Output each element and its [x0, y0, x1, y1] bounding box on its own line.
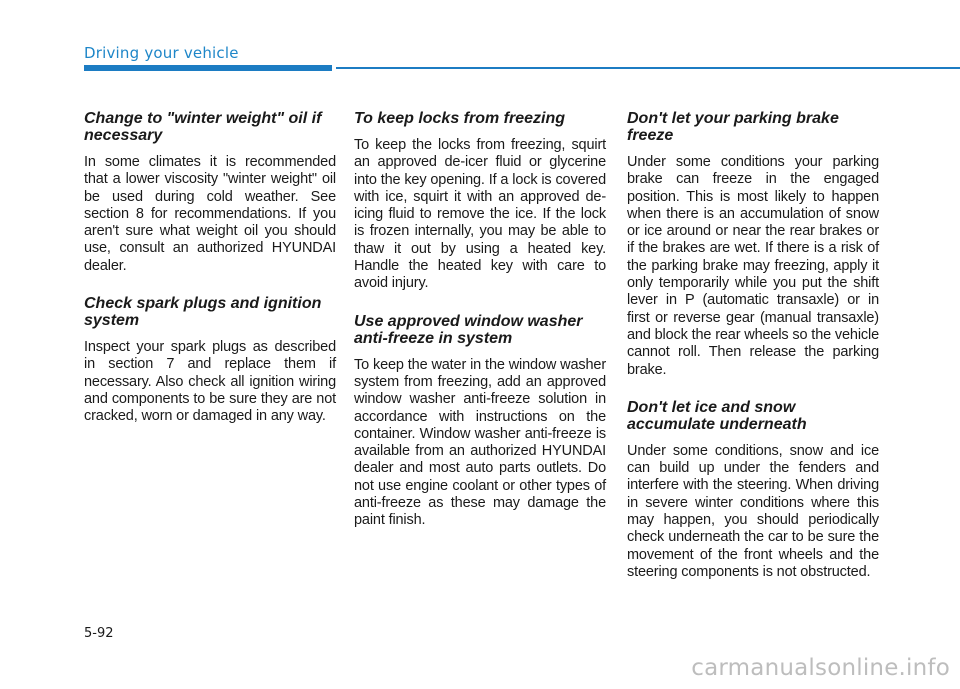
section-title: Driving your vehicle	[84, 44, 239, 62]
section-winter-oil	[84, 110, 336, 275]
heading-parking-brake: Don't let your parking brake freeze	[627, 110, 839, 144]
header-rule-thin	[336, 67, 960, 69]
section-parking-brake	[627, 110, 879, 379]
heading-spark-plugs: Check spark plugs and ignition system	[84, 295, 322, 330]
body-locks-freezing: To keep the locks from freezing, squirt an approved de-icer fluid or glycerine into the key opening. If a lock is covered with ice, squirt it with an approved de-icing fluid to remove the ice. If the lock is frozen internally, you may be able to thaw it out by using a heated key. Handle the heated key with care to avoid injury.	[354, 137, 606, 292]
column-3	[627, 110, 879, 601]
heading-ice-snow: Don't let ice and snow accumulate underneath	[627, 398, 807, 433]
body-spark-plugs: Inspect your spark plugs as described in section 7 and replace them if necessary. Also check all ignition wiring and components to be sure they are not cracked, worn or damaged in any way.	[84, 339, 336, 425]
section-ice-snow	[627, 399, 879, 581]
column-1	[84, 110, 336, 446]
body-ice-snow: Under some conditions, snow and ice can build up under the fenders and interfere with the steering. When driving in severe winter conditions where this may happen, you should periodically check underneath the car to be sure the movement of the front wheels and the steering components is not obstructed.	[627, 442, 879, 580]
watermark: carmanualsonline.info	[691, 655, 950, 681]
heading-washer-antifreeze: Use approved window washer anti-freeze in system	[354, 312, 583, 347]
page-number: 5-92	[84, 626, 114, 641]
heading-winter-oil: Change to "winter weight" oil if necessary	[84, 110, 322, 144]
section-locks-freezing	[354, 110, 606, 293]
body-washer-antifreeze: To keep the water in the window washer system from freezing, add an approved window washer anti-freeze solution in accordance with instructions on the container. Window washer anti-freeze is available from an authorized HYUNDAI dealer and most auto parts outlets. Do not use engine coolant or other types of anti-freeze as these may damage the paint finish.	[354, 356, 606, 529]
section-spark-plugs	[84, 295, 336, 425]
body-parking-brake: Under some conditions your parking brake can freeze in the engaged position. This is most likely to happen when there is an accumulation of snow or ice around or near the rear brakes or if the brakes are wet. If there is a risk of the parking brake may freezing, apply it only temporarily while you put the shift lever in P (automatic transaxle) or in first or reverse gear (manual transaxle) and block the rear wheels so the vehicle cannot roll. Then release the parking brake.	[627, 154, 879, 378]
column-2	[354, 110, 606, 550]
header-rule-thick	[84, 65, 332, 71]
heading-locks-freezing: To keep locks from freezing	[354, 110, 566, 127]
body-winter-oil: In some climates it is recommended that a lower viscosity "winter weight" oil be used during cold weather. See section 8 for recommendations. If you aren't sure what weight oil you should use, consult an authorized HYUNDAI dealer.	[84, 154, 336, 274]
section-washer-antifreeze	[354, 313, 606, 530]
